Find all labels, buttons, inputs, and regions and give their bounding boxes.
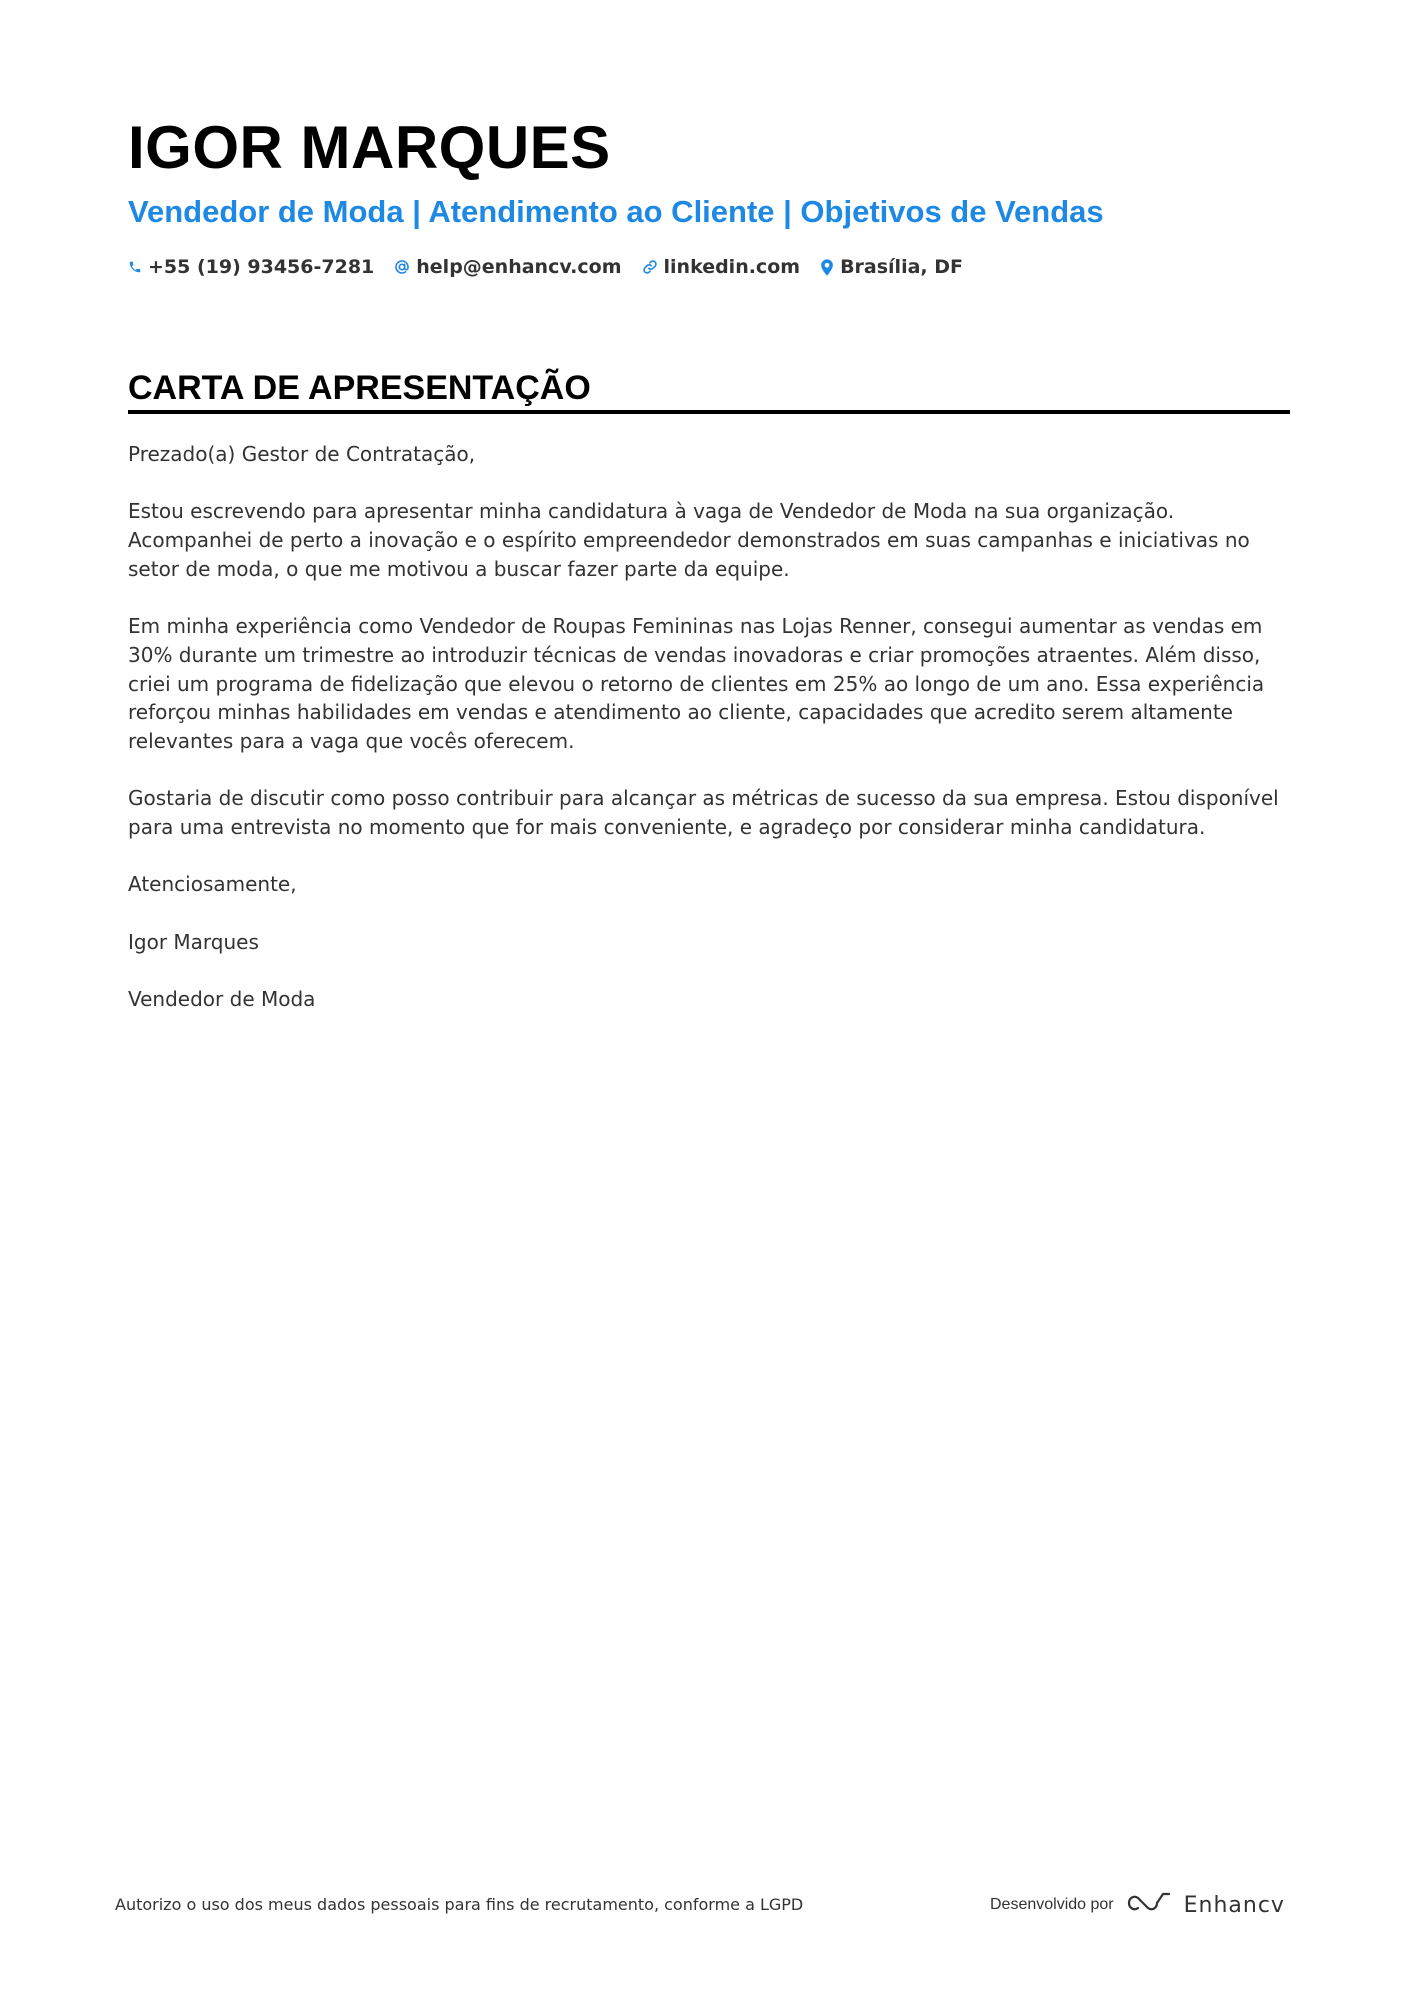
letter-signature-title: Vendedor de Moda [128, 987, 316, 1012]
section-divider [128, 410, 1290, 414]
powered-by[interactable] [990, 1888, 1285, 1922]
contact-location-text: Brasília, DF [840, 256, 963, 278]
letter-signoff: Atenciosamente, [128, 872, 297, 897]
contact-email-text: help@enhancv.com [416, 256, 622, 278]
contact-location [820, 256, 963, 278]
section-title: CARTA DE APRESENTAÇÃO [128, 369, 591, 407]
contact-phone[interactable] [128, 256, 374, 278]
letter-paragraph-intro: Estou escrevendo para apresentar minha candidatura à vaga de Vendedor de Moda na sua organização. Acompanhei de perto a inovação e o espírito empreendedor demonstrados em suas campanhas e iniciativas no setor de moda, o que me motivou a buscar fazer parte da equipe. [128, 499, 1250, 581]
brand-logo [1126, 1891, 1285, 1920]
contact-bar [128, 252, 963, 282]
powered-by-label: Desenvolvido por [990, 1896, 1114, 1913]
enhancv-logo-icon [1126, 1891, 1172, 1920]
candidate-headline: Vendedor de Moda | Atendimento ao Cliente | Objetivos de Vendas [128, 194, 1104, 229]
letter-body [128, 440, 1298, 1043]
link-icon [642, 259, 658, 275]
location-pin-icon [820, 259, 834, 276]
contact-email[interactable] [394, 256, 621, 278]
letter-paragraph-closing: Gostaria de discutir como posso contribuir para alcançar as métricas de sucesso da sua empresa. Estou disponível para uma entrevista no momento que for mais conveniente, e agradeço por considerar minha candidatura. [128, 786, 1279, 840]
phone-icon [128, 260, 142, 274]
consent-note: Autorizo o uso dos meus dados pessoais para fins de recrutamento, conforme a LGPD [115, 1895, 804, 1914]
candidate-name: IGOR MARQUES [128, 114, 611, 181]
contact-linkedin[interactable] [642, 256, 801, 278]
letter-paragraph-experience: Em minha experiência como Vendedor de Roupas Femininas nas Lojas Renner, consegui aumentar as vendas em 30% durante um trimestre ao introduzir técnicas de vendas inovadoras e criar promoções atraentes. Além disso, criei um programa de fidelização que elevou o retorno de clientes em 25% ao longo de um ano. Essa experiência reforçou minhas habilidades em vendas e atendimento ao cliente, capacidades que acredito serem altamente relevantes para a vaga que vocês oferecem. [128, 614, 1265, 753]
letter-signature-name: Igor Marques [128, 929, 259, 954]
contact-linkedin-text: linkedin.com [663, 256, 801, 278]
letter-greeting: Prezado(a) Gestor de Contratação, [128, 442, 476, 466]
contact-phone-text: +55 (19) 93456-7281 [148, 256, 375, 278]
at-icon [394, 259, 410, 275]
brand-name: Enhancv [1183, 1892, 1285, 1918]
